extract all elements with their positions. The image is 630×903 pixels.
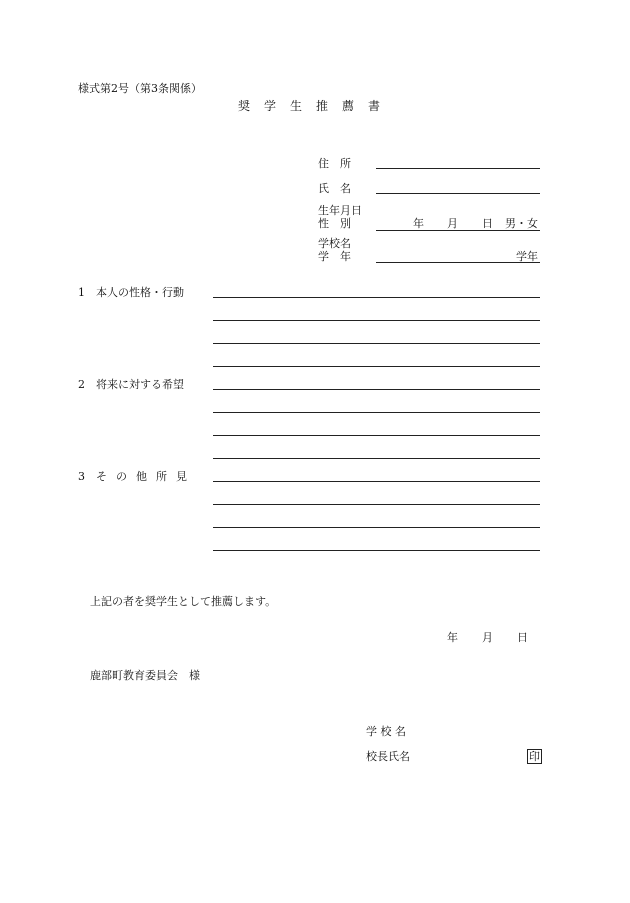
section-2-line[interactable] bbox=[213, 389, 540, 390]
section-2-line[interactable] bbox=[213, 435, 540, 436]
birth-day-unit: 日 bbox=[482, 217, 493, 230]
birth-sex-field-line[interactable] bbox=[376, 230, 540, 231]
section-1-line[interactable] bbox=[213, 320, 540, 321]
section-1-line[interactable] bbox=[213, 343, 540, 344]
name-field-line[interactable] bbox=[376, 193, 540, 194]
section-3-line[interactable] bbox=[213, 504, 540, 505]
birthdate-label: 生年月日 bbox=[318, 204, 362, 217]
section-1-line[interactable] bbox=[213, 366, 540, 367]
section-3-label: その他所見 bbox=[96, 470, 196, 483]
principal-name-label: 校長氏名 bbox=[366, 750, 410, 763]
section-1-label: 本人の性格・行動 bbox=[96, 286, 184, 299]
address-field-line[interactable] bbox=[376, 168, 540, 169]
grade-unit: 学年 bbox=[516, 250, 538, 263]
section-2-label: 将来に対する希望 bbox=[96, 378, 184, 391]
section-3-line[interactable] bbox=[213, 527, 540, 528]
birth-month-unit: 月 bbox=[447, 217, 458, 230]
form-number: 様式第2号（第3条関係） bbox=[78, 82, 202, 95]
school-name-signature-label: 学 校 名 bbox=[366, 725, 406, 738]
section-1-number: 1 bbox=[78, 286, 85, 299]
date-month-unit: 月 bbox=[482, 631, 493, 644]
school-grade-field-line[interactable] bbox=[376, 262, 540, 263]
date-day-unit: 日 bbox=[517, 631, 528, 644]
recommendation-statement: 上記の者を奨学生として推薦します。 bbox=[90, 595, 277, 608]
section-3-line[interactable] bbox=[213, 481, 540, 482]
address-label: 住 所 bbox=[318, 157, 351, 170]
birth-year-unit: 年 bbox=[413, 217, 424, 230]
sex-options[interactable]: 男・女 bbox=[505, 217, 538, 230]
grade-label: 学 年 bbox=[318, 250, 351, 263]
seal-mark: 印 bbox=[529, 750, 540, 763]
section-2-line[interactable] bbox=[213, 458, 540, 459]
date-year-unit: 年 bbox=[447, 631, 458, 644]
section-2-number: 2 bbox=[78, 378, 85, 391]
section-3-line[interactable] bbox=[213, 550, 540, 551]
section-2-line[interactable] bbox=[213, 412, 540, 413]
form-title: 奨学生推薦書 bbox=[238, 99, 395, 113]
addressee: 鹿部町教育委員会 様 bbox=[90, 669, 200, 682]
name-label: 氏 名 bbox=[318, 182, 351, 195]
section-3-number: 3 bbox=[78, 470, 85, 483]
school-name-label: 学校名 bbox=[318, 237, 351, 250]
sex-label: 性 別 bbox=[318, 217, 351, 230]
section-1-line[interactable] bbox=[213, 297, 540, 298]
